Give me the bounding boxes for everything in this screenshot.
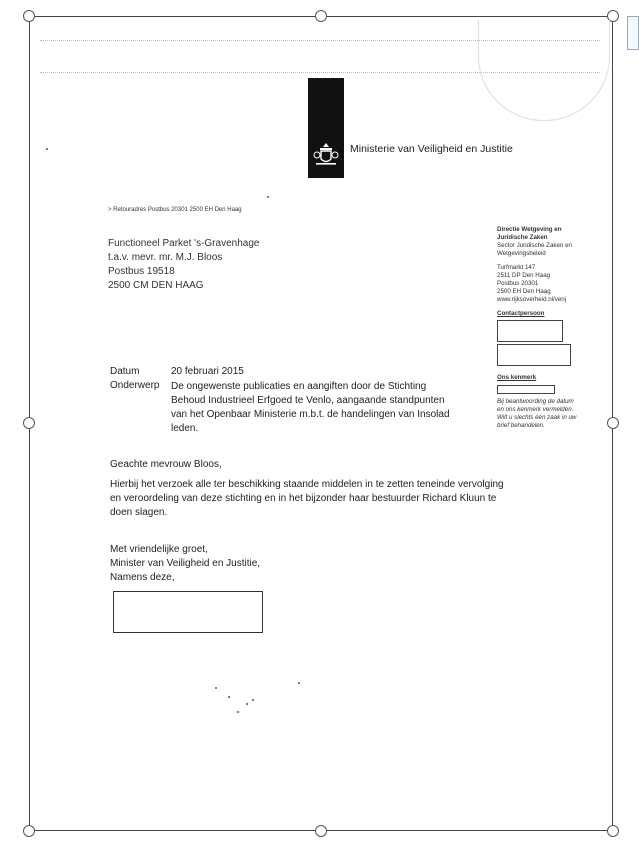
subject-value: De ongewenste publicaties en aangiften door de Stichting Behoud Industrieel Erfgoed te Venlo, aangaande standpunten van het Openbaar Ministerie m.b.t. de handelingen van Insolad leden. xyxy=(171,381,450,434)
scan-speck xyxy=(267,196,269,198)
resize-handle-middle-left[interactable] xyxy=(23,417,35,429)
date-value: 20 februari 2015 xyxy=(171,366,244,377)
sender-address-line: Turfmarkt 147 xyxy=(497,264,536,271)
recipient-line: 2500 CM DEN HAAG xyxy=(108,280,204,291)
reference-note: Bij beantwoording de datum xyxy=(497,398,574,405)
layout-options-icon[interactable] xyxy=(627,16,639,50)
closing-line: Minister van Veiligheid en Justitie, xyxy=(110,558,261,569)
ministry-name: Ministerie van Veiligheid en Justitie xyxy=(350,143,513,155)
scan-speck xyxy=(252,699,254,701)
salutation: Geachte mevrouw Bloos, xyxy=(110,459,222,470)
date-label: Datum xyxy=(110,366,140,377)
department-name: Directie Wetgeving en xyxy=(497,226,562,233)
department-name: Juridische Zaken xyxy=(497,234,548,241)
coat-of-arms-icon xyxy=(312,140,340,168)
sender-address-line: Postbus 20301 xyxy=(497,280,539,287)
closing xyxy=(110,543,510,585)
scan-speck xyxy=(46,148,48,150)
scan-speck xyxy=(298,682,300,684)
scan-speck xyxy=(228,696,230,698)
contact-label: Contactpersoon xyxy=(497,310,545,317)
scan-speck xyxy=(215,687,217,689)
sender-address-line: 2500 EH Den Haag xyxy=(497,288,551,295)
scan-speck xyxy=(237,711,239,713)
contact-redaction-box xyxy=(497,344,571,366)
reference-redaction-box xyxy=(497,385,555,394)
contact-redaction-box xyxy=(497,320,563,342)
sender-website: www.rijksoverheid.nl/venj xyxy=(497,296,567,303)
sender-address-line: 2511 DP Den Haag xyxy=(497,272,551,279)
closing-line: Namens deze, xyxy=(110,572,175,583)
return-address: > Retouradres Postbus 20301 2500 EH Den Haag xyxy=(108,207,242,213)
body-paragraph: Hierbij het verzoek alle ter beschikking staande middelen in te zetten teneinde vervolging en veroordeling van deze stichting en in het bijzonder haar bestuurder Richard Kluun te doen slagen. xyxy=(110,479,504,518)
reference-note: brief behandelen. xyxy=(497,422,545,429)
subject-label: Onderwerp xyxy=(110,380,160,391)
resize-handle-top-center[interactable] xyxy=(315,10,327,22)
resize-handle-middle-right[interactable] xyxy=(607,417,619,429)
reference-note: en ons kenmerk vermelden. xyxy=(497,406,574,413)
recipient-address xyxy=(108,237,259,293)
recipient-line: Postbus 19518 xyxy=(108,266,175,277)
resize-handle-top-left[interactable] xyxy=(23,10,35,22)
resize-handle-bottom-left[interactable] xyxy=(23,825,35,837)
reference-note: Wilt u slechts één zaak in uw xyxy=(497,414,577,421)
sender-sidebar xyxy=(497,226,602,430)
resize-handle-bottom-center[interactable] xyxy=(315,825,327,837)
sector-name: Wetgevingsbeleid xyxy=(497,250,546,257)
reference-label: Ons kenmerk xyxy=(497,374,537,381)
scan-speck xyxy=(246,703,248,705)
resize-handle-bottom-right[interactable] xyxy=(607,825,619,837)
recipient-line: t.a.v. mevr. mr. M.J. Bloos xyxy=(108,252,223,263)
closing-line: Met vriendelijke groet, xyxy=(110,544,208,555)
signature-redaction-box xyxy=(113,591,263,633)
sector-name: Sector Juridische Zaken en xyxy=(497,242,572,249)
recipient-line: Functioneel Parket 's-Gravenhage xyxy=(108,238,260,249)
